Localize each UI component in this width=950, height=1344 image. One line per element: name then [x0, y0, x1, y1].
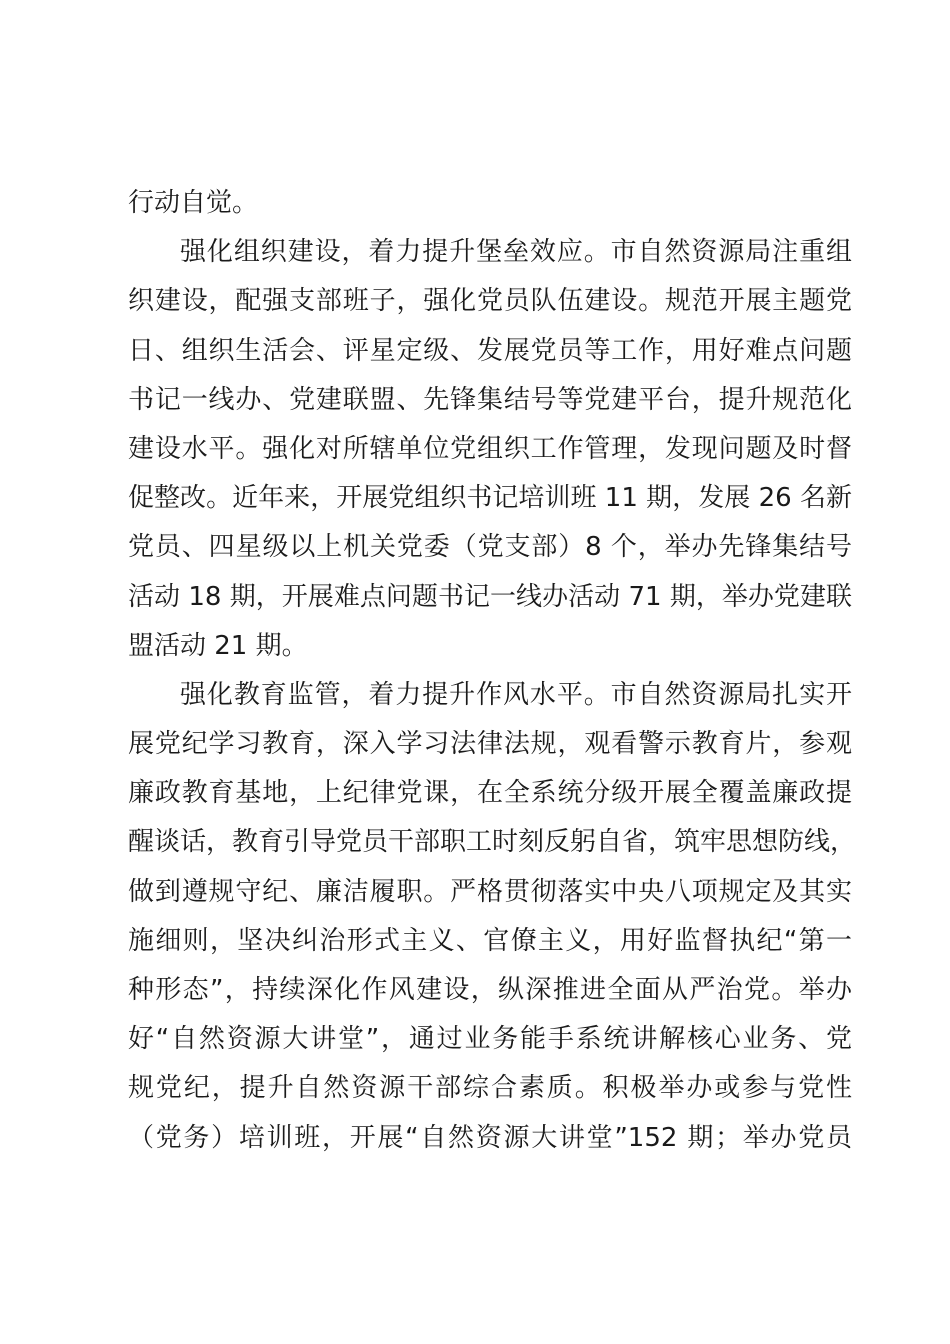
text-line: （党务）培训班，开展“自然资源大讲堂”152 期；举办党员	[128, 1122, 852, 1153]
text-line: 党员、四星级以上机关党委（党支部）8 个，举办先锋集结号	[128, 532, 852, 563]
text-line: 活动 18 期，开展难点问题书记一线办活动 71 期，举办党建联	[128, 581, 852, 612]
text-line: 施细则，坚决纠治形式主义、官僚主义，用好监督执纪“第一	[128, 925, 852, 956]
text-line: 廉政教育基地，上纪律党课，在全系统分级开展全覆盖廉政提	[128, 778, 852, 809]
text-line: 日、组织生活会、评星定级、发展党员等工作，用好难点问题	[128, 335, 852, 366]
text-line: 织建设，配强支部班子，强化党员队伍建设。规范开展主题党	[128, 286, 852, 317]
text-line: 书记一线办、党建联盟、先锋集结号等党建平台，提升规范化	[128, 384, 852, 415]
text-line: 好“自然资源大讲堂”，通过业务能手系统讲解核心业务、党	[128, 1024, 852, 1055]
text-line: 行动自觉。	[128, 188, 259, 218]
text-line: 促整改。近年来，开展党组织书记培训班 11 期，发展 26 名新	[128, 483, 852, 514]
paragraph-start-line: 强化组织建设，着力提升堡垒效应。市自然资源局注重组	[180, 237, 852, 268]
text-line: 醒谈话，教育引导党员干部职工时刻反躬自省，筑牢思想防线，	[128, 827, 857, 858]
text-line: 展党纪学习教育，深入学习法律法规，观看警示教育片，参观	[128, 729, 852, 760]
body-text	[128, 179, 857, 1163]
text-line: 规党纪，提升自然资源干部综合素质。积极举办或参与党性	[128, 1073, 852, 1104]
paragraph-start-line: 强化教育监管，着力提升作风水平。市自然资源局扎实开	[180, 679, 852, 710]
text-line: 种形态”，持续深化作风建设，纵深推进全面从严治党。举办	[128, 975, 852, 1005]
text-line: 做到遵规守纪、廉洁履职。严格贯彻落实中央八项规定及其实	[128, 876, 852, 907]
text-line: 建设水平。强化对所辖单位党组织工作管理，发现问题及时督	[128, 433, 852, 464]
text-line: 盟活动 21 期。	[128, 630, 308, 661]
